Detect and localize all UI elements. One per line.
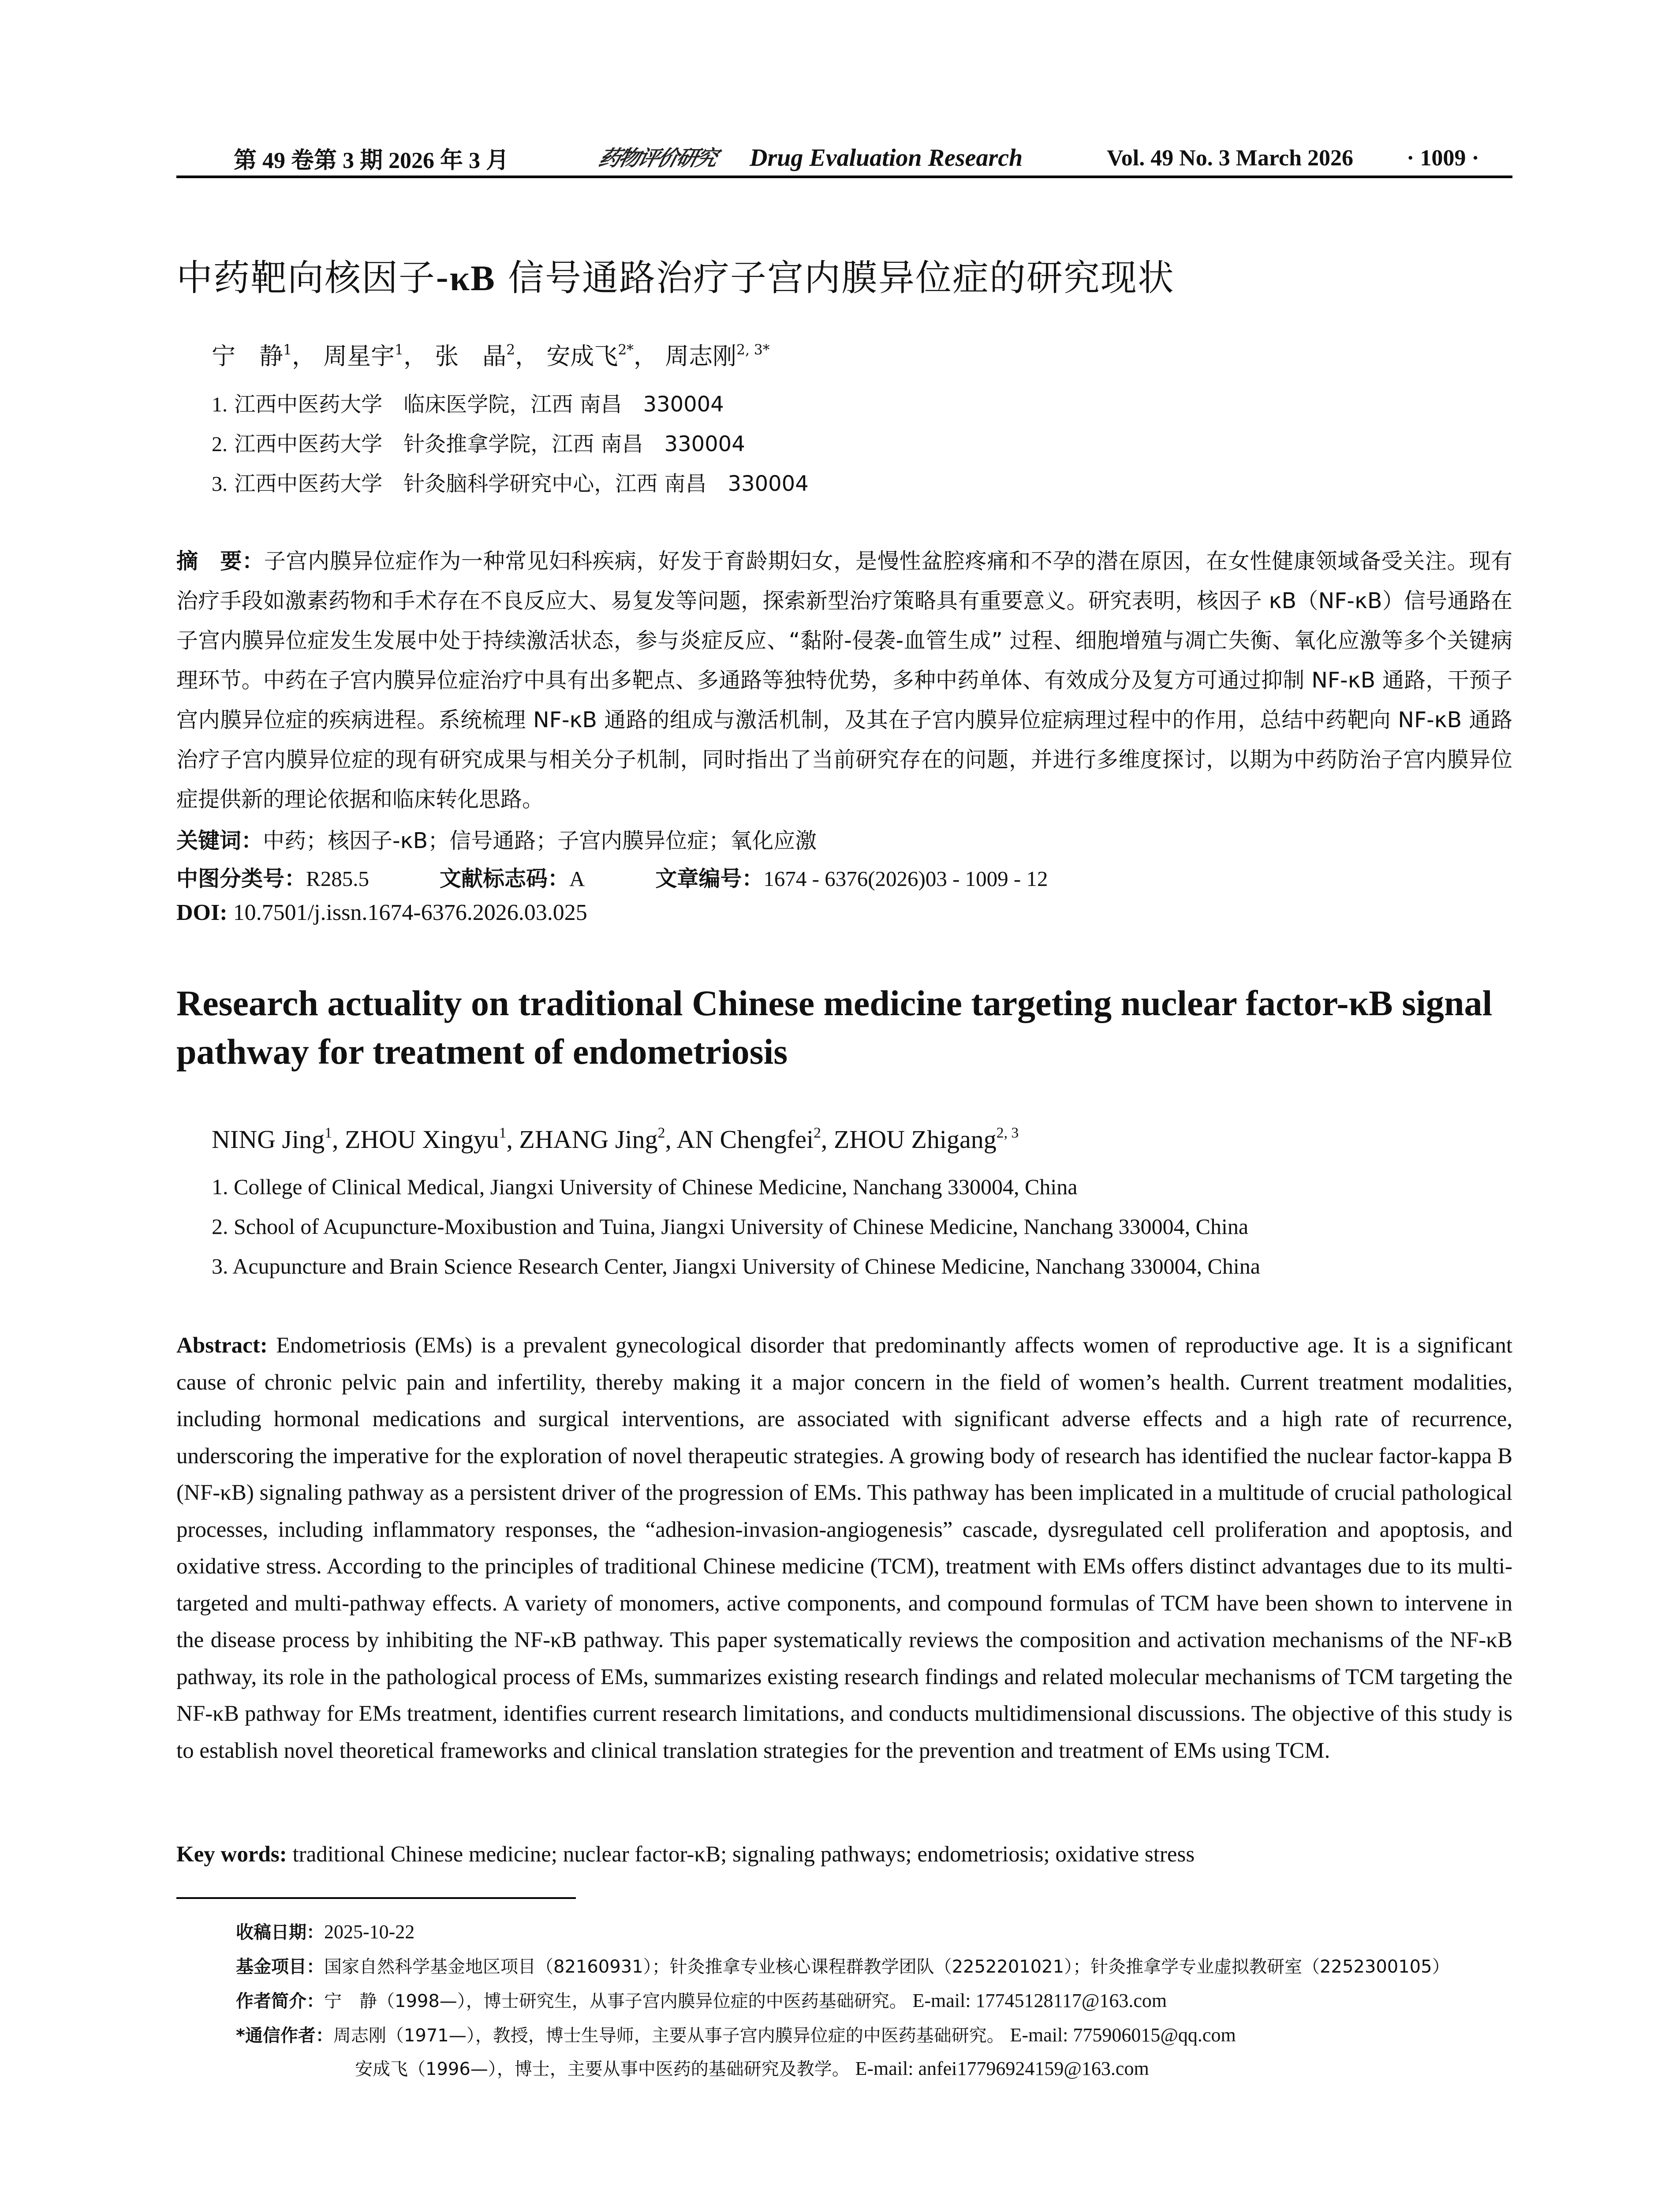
en-abstract-text: Endometriosis (EMs) is a prevalent gynecological disorder that predominantly affects women of reproductive age. It is a significant cause of chronic pelvic pain and infertility, thereby making it a major concern in the field of women’s health. Current treatment modalities, including hormonal medications and surgical interventions, are associated with significant adverse effects and a high rate of recurrence, underscoring the imperative for the exploration of novel therapeutic strategies. A growing body of research has identified the nuclear factor-kappa B (NF-κB) signaling pathway as a persistent driver of the progression of EMs. This pathway has been implicated in a multitude of crucial pathological processes, including inflammatory responses, the “adhesion-invasion-angiogenesis” cascade, dysregulated cell proliferation and apoptosis, and oxidative stress. According to the principles of traditional Chinese medicine (TCM), treatment with EMs offers distinct advantages due to its multi-targeted and multi-pathway effects. A variety of monomers, active components, and compound formulas of TCM have been shown to intervene in the disease process by inhibiting the NF-κB pathway. This paper systematically reviews the composition and activation mechanisms of the NF-κB pathway, its role in the pathological process of EMs, summarizes existing research findings and related molecular mechanisms of TCM targeting the NF-κB pathway for EMs treatment, identifies current research limitations, and conducts multidimensional discussions. The objective of this study is to establish novel theoretical frameworks and clinical translation strategies for the prevention and treatment of EMs using TCM. xyxy=(176,1333,1512,1763)
en-keywords xyxy=(176,1842,1195,1867)
cn-author-sup: 2 xyxy=(506,342,515,359)
article-no-label: 文章编号： xyxy=(655,866,764,891)
en-keywords-label: Key words: xyxy=(176,1842,287,1867)
cn-affiliation xyxy=(212,427,745,457)
issue-en: Vol. 49 No. 3 March 2026 xyxy=(1107,145,1353,171)
cn-author-sep: ， xyxy=(403,342,428,370)
corr2-value: 安成飞（1996—），博士，主要从事中医药的基础研究及教学。 xyxy=(355,2059,850,2079)
cn-abstract xyxy=(176,542,1512,819)
cn-title-kb: κB xyxy=(449,258,496,298)
footnote-rule xyxy=(176,1897,576,1899)
doi xyxy=(176,900,587,926)
cn-affiliation xyxy=(212,387,724,418)
cn-affiliation xyxy=(212,467,809,497)
corr-value: 周志刚（1971—），教授，博士生导师，主要从事子宫内膜异位症的中医药基础研究。 xyxy=(333,2026,1004,2046)
en-abstract-label: Abstract: xyxy=(176,1333,268,1358)
cn-abstract-label: 摘 要： xyxy=(176,549,264,574)
fund-label: 基金项目： xyxy=(236,1957,324,1977)
doc-code-label: 文献标志码： xyxy=(439,866,569,891)
doi-label: DOI: xyxy=(176,900,228,925)
doi-value[interactable]: 10.7501/j.issn.1674-6376.2026.03.025 xyxy=(227,900,587,925)
en-author-sup: 2 xyxy=(814,1125,821,1141)
cn-author-name: 宁 静 xyxy=(212,342,283,370)
footnote-received xyxy=(236,1918,414,1943)
en-author xyxy=(345,1125,519,1154)
issue-cn: 第 49 卷第 3 期 2026 年 3 月 xyxy=(234,148,509,173)
en-author-sep: , xyxy=(821,1125,834,1154)
cn-affiliation-number: 2. xyxy=(212,433,228,456)
en-author-name: NING Jing xyxy=(212,1125,325,1154)
cn-author-sep: ， xyxy=(633,342,657,370)
en-author-sup: 2 xyxy=(657,1125,665,1141)
journal-logo: 药物评价研究 xyxy=(596,146,719,171)
cn-title xyxy=(176,249,1175,301)
cn-affiliation-number: 1. xyxy=(212,393,228,416)
cn-author xyxy=(435,342,539,370)
cn-classification xyxy=(176,862,1048,893)
page-number: · 1009 · xyxy=(1407,145,1479,171)
en-author-name: ZHOU Xingyu xyxy=(344,1125,499,1154)
en-author-list xyxy=(212,1125,1019,1154)
cn-keywords xyxy=(176,824,817,855)
header-rule xyxy=(176,176,1512,178)
bio-label: 作者简介： xyxy=(236,1991,324,2011)
clc-label: 中图分类号： xyxy=(176,866,306,891)
cn-abstract-text: 子宫内膜异位症作为一种常见妇科疾病，好发于育龄期妇女，是慢性盆腔疼痛和不孕的潜在原因，在女性健康领域备受关注。现有治疗手段如激素药物和手术存在不良反应大、易复发等问题，探索新型治疗策略具有重要意义。研究表明，核因子 κB（NF-κB）信号通路在子宫内膜异位症发生发展中处于持续激活状态，参与炎症反应、“黏附-侵袭-血管生成” 过程、细胞增殖与凋亡失衡、氧化应激等多个关键病理环节。中药在子宫内膜异位症治疗中具有出多靶点、多通路等独特优势，多种中药单体、有效成分及复方可通过抑制 NF-κB 通路，干预子宫内膜异位症的疾病进程。系统梳理 NF-κB 通路的组成与激活机制，及其在子宫内膜异位症病理过程中的作用，总结中药靶向 NF-κB 通路治疗子宫内膜异位症的现有研究成果与相关分子机制，同时指出了当前研究存在的问题，并进行多维度探讨，以期为中药防治子宫内膜异位症提供新的理论依据和临床转化思路。 xyxy=(176,549,1512,812)
en-affiliation: 1. College of Clinical Medical, Jiangxi University of Chinese Medicine, Nanchang 330004, China xyxy=(212,1174,1078,1199)
cn-author xyxy=(212,342,316,370)
cn-affiliation-text: 江西中医药大学 针灸脑科学研究中心，江西 南昌 330004 xyxy=(234,471,809,496)
cn-author-sup: 2* xyxy=(618,342,634,359)
cn-author-sup: 1 xyxy=(395,342,404,359)
cn-author-name: 张 晶 xyxy=(435,342,507,370)
cn-author-list xyxy=(212,337,770,371)
received-date: 2025-10-22 xyxy=(324,1921,415,1943)
en-author-sup: 1 xyxy=(499,1125,507,1141)
article-no-value: 1674 - 6376(2026)03 - 1009 - 12 xyxy=(763,867,1048,891)
cn-affiliation-text: 江西中医药大学 临床医学院，江西 南昌 330004 xyxy=(234,392,724,417)
en-abstract xyxy=(176,1327,1512,1769)
cn-title-part2: 信号通路治疗子宫内膜异位症的研究现状 xyxy=(495,257,1175,299)
en-author xyxy=(676,1125,834,1154)
en-author-name: AN Chengfei xyxy=(676,1125,814,1154)
en-author-sup: 2, 3 xyxy=(996,1125,1019,1141)
corr-label: *通信作者： xyxy=(236,2026,333,2046)
en-author-name: ZHOU Zhigang xyxy=(833,1125,997,1154)
en-keywords-text: traditional Chinese medicine; nuclear factor-κB; signaling pathways; endometriosis; oxidative stress xyxy=(287,1842,1195,1867)
fund-value: 国家自然科学基金地区项目（82160931）；针灸推拿专业核心课程群教学团队（2252201021）；针灸推拿学专业虚拟教研室（2252300105） xyxy=(324,1957,1450,1977)
cn-author-name: 周星宇 xyxy=(323,342,395,370)
en-title: Research actuality on traditional Chinese medicine targeting nuclear factor-κB signal pathway for treatment of endometriosis xyxy=(176,983,1493,1072)
cn-keywords-label: 关键词： xyxy=(176,828,263,853)
cn-author-name: 周志刚 xyxy=(665,342,737,370)
en-author-sep: , xyxy=(332,1125,345,1154)
corr2-email[interactable]: E-mail: anfei17796924159@163.com xyxy=(855,2058,1149,2079)
cn-author-sep: ， xyxy=(291,342,316,370)
received-label: 收稿日期： xyxy=(236,1922,324,1943)
bio-email[interactable]: E-mail: 17745128117@163.com xyxy=(912,1990,1167,2011)
cn-author xyxy=(665,342,769,370)
cn-title-part1: 中药靶向核因子- xyxy=(176,257,450,299)
journal-name-en: Drug Evaluation Research xyxy=(750,144,1023,172)
en-author xyxy=(834,1125,1019,1154)
footnote-author-bio xyxy=(236,1987,1167,2012)
cn-author-sep: ， xyxy=(515,342,539,370)
cn-author xyxy=(546,342,657,370)
en-author-name: ZHANG Jing xyxy=(519,1125,658,1154)
en-author xyxy=(212,1125,345,1154)
cn-affiliation-text: 江西中医药大学 针灸推拿学院，江西 南昌 330004 xyxy=(234,432,745,456)
en-author-sep: , xyxy=(506,1125,519,1154)
footnote-corresponding-2 xyxy=(355,2055,1149,2080)
corr-email[interactable]: E-mail: 775906015@qq.com xyxy=(1010,2024,1236,2046)
doc-code-value: A xyxy=(569,867,585,891)
en-author-sep: , xyxy=(665,1125,677,1154)
cn-author-name: 安成飞 xyxy=(546,342,618,370)
running-header xyxy=(176,140,1512,176)
cn-author-sup: 1 xyxy=(283,342,292,359)
cn-author xyxy=(323,342,427,370)
clc-value: R285.5 xyxy=(306,867,369,891)
cn-keywords-text: 中药；核因子-κB；信号通路；子宫内膜异位症；氧化应激 xyxy=(263,828,817,853)
en-affiliation: 3. Acupuncture and Brain Science Research Center, Jiangxi University of Chinese Medicine, Nanchang 330004, China xyxy=(212,1254,1260,1278)
footnote-corresponding xyxy=(236,2022,1236,2047)
en-author-sup: 1 xyxy=(325,1125,332,1141)
cn-affiliation-number: 3. xyxy=(212,472,228,496)
cn-author-sup: 2, 3* xyxy=(736,342,770,359)
bio-value: 宁 静（1998—），博士研究生，从事子宫内膜异位症的中医药基础研究。 xyxy=(324,1991,907,2011)
footnote-fund xyxy=(236,1953,1450,1978)
en-affiliation: 2. School of Acupuncture-Moxibustion and Tuina, Jiangxi University of Chinese Medicine, Nanchang 330004, China xyxy=(212,1214,1249,1239)
en-author xyxy=(519,1125,676,1154)
